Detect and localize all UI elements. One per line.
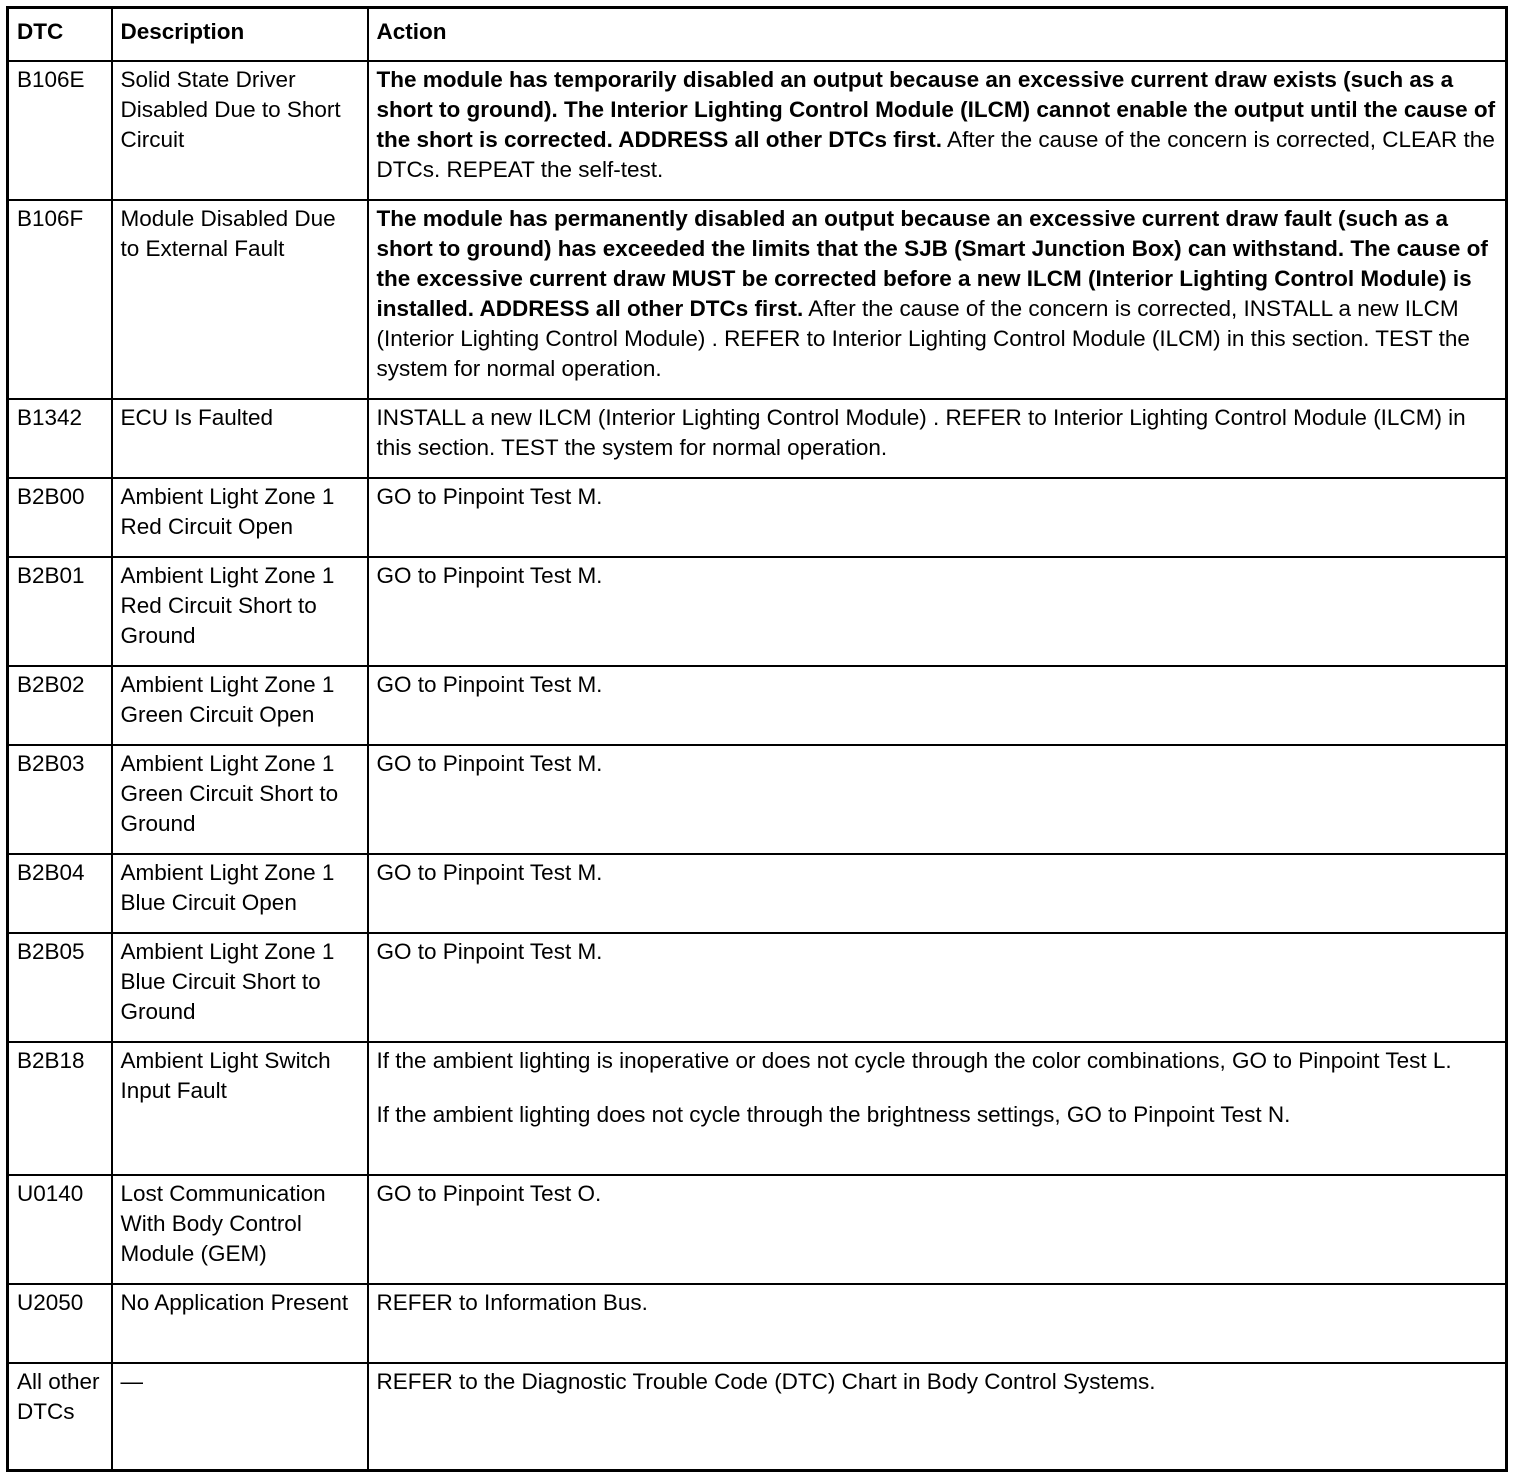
action-cell — [368, 1042, 1507, 1175]
table-row — [8, 478, 1507, 557]
action-cell: GO to Pinpoint Test M. — [368, 854, 1507, 933]
table-row — [8, 557, 1507, 666]
action-text: After the cause of the concern is corrected, INSTALL a new ILCM (Interior Lighting Control Module) . REFER to Interior Lighting Control Module (ILCM) in this section. TEST the system for normal operation. — [376, 296, 1470, 381]
dtc-cell: B2B05 — [8, 933, 112, 1042]
header-dtc: DTC — [8, 8, 112, 62]
table-row — [8, 1284, 1507, 1363]
description-cell: Lost Communication With Body Control Module (GEM) — [112, 1175, 368, 1284]
action-text: After the cause of the concern is corrected, CLEAR the DTCs. REPEAT the self-test. — [376, 127, 1495, 182]
action-cell: REFER to the Diagnostic Trouble Code (DTC) Chart in Body Control Systems. — [368, 1363, 1507, 1471]
action-cell: REFER to Information Bus. — [368, 1284, 1507, 1363]
table-row — [8, 61, 1507, 200]
table-row — [8, 399, 1507, 478]
dtc-cell: B2B18 — [8, 1042, 112, 1175]
description-cell: Module Disabled Due to External Fault — [112, 200, 368, 399]
table-row — [8, 200, 1507, 399]
action-cell: GO to Pinpoint Test M. — [368, 557, 1507, 666]
description-cell: ECU Is Faulted — [112, 399, 368, 478]
description-cell: Ambient Light Zone 1 Red Circuit Short to Ground — [112, 557, 368, 666]
dtc-cell: B106E — [8, 61, 112, 200]
action-cell — [368, 200, 1507, 399]
action-cell: GO to Pinpoint Test M. — [368, 933, 1507, 1042]
header-action: Action — [368, 8, 1507, 62]
table-row — [8, 666, 1507, 745]
action-bold-text: The module has permanently disabled an output because an excessive current draw fault (such as a short to ground) has exceeded the limits that the SJB (Smart Junction Box) can withstand. The cause of the excessive current draw MUST be corrected before a new ILCM (Interior Lighting Control Module) is installed. ADDRESS all other DTCs first. — [376, 206, 1488, 321]
action-cell: GO to Pinpoint Test M. — [368, 745, 1507, 854]
dtc-cell: B2B00 — [8, 478, 112, 557]
description-cell: No Application Present — [112, 1284, 368, 1363]
table-row — [8, 854, 1507, 933]
dtc-table — [6, 6, 1508, 1472]
table-row — [8, 933, 1507, 1042]
dtc-cell: B106F — [8, 200, 112, 399]
action-paragraph: If the ambient lighting is inoperative or does not cycle through the color combinations, GO to Pinpoint Test L. — [376, 1048, 1452, 1073]
description-cell: — — [112, 1363, 368, 1471]
description-cell: Ambient Light Switch Input Fault — [112, 1042, 368, 1175]
dtc-cell: B1342 — [8, 399, 112, 478]
description-cell: Ambient Light Zone 1 Red Circuit Open — [112, 478, 368, 557]
dtc-cell: B2B02 — [8, 666, 112, 745]
dtc-cell: B2B01 — [8, 557, 112, 666]
action-cell: INSTALL a new ILCM (Interior Lighting Control Module) . REFER to Interior Lighting Control Module (ILCM) in this section. TEST the system for normal operation. — [368, 399, 1507, 478]
table-row — [8, 1042, 1507, 1175]
action-cell: GO to Pinpoint Test O. — [368, 1175, 1507, 1284]
description-cell: Ambient Light Zone 1 Blue Circuit Open — [112, 854, 368, 933]
action-cell: GO to Pinpoint Test M. — [368, 666, 1507, 745]
action-cell — [368, 61, 1507, 200]
table-row — [8, 1363, 1507, 1471]
table-row — [8, 1175, 1507, 1284]
header-description: Description — [112, 8, 368, 62]
action-paragraph: If the ambient lighting does not cycle through the brightness settings, GO to Pinpoint Test N. — [376, 1102, 1291, 1127]
dtc-cell: U0140 — [8, 1175, 112, 1284]
description-cell: Ambient Light Zone 1 Blue Circuit Short to Ground — [112, 933, 368, 1042]
description-cell: Solid State Driver Disabled Due to Short Circuit — [112, 61, 368, 200]
dtc-cell: B2B04 — [8, 854, 112, 933]
table-header-row — [8, 8, 1507, 62]
action-cell: GO to Pinpoint Test M. — [368, 478, 1507, 557]
dtc-cell: All other DTCs — [8, 1363, 112, 1471]
dtc-cell: U2050 — [8, 1284, 112, 1363]
description-cell: Ambient Light Zone 1 Green Circuit Short to Ground — [112, 745, 368, 854]
action-bold-text: The module has temporarily disabled an output because an excessive current draw exists (such as a short to ground). The Interior Lighting Control Module (ILCM) cannot enable the output until the cause of the short is corrected. ADDRESS all other DTCs first. — [376, 67, 1496, 152]
dtc-cell: B2B03 — [8, 745, 112, 854]
description-cell: Ambient Light Zone 1 Green Circuit Open — [112, 666, 368, 745]
table-row — [8, 745, 1507, 854]
